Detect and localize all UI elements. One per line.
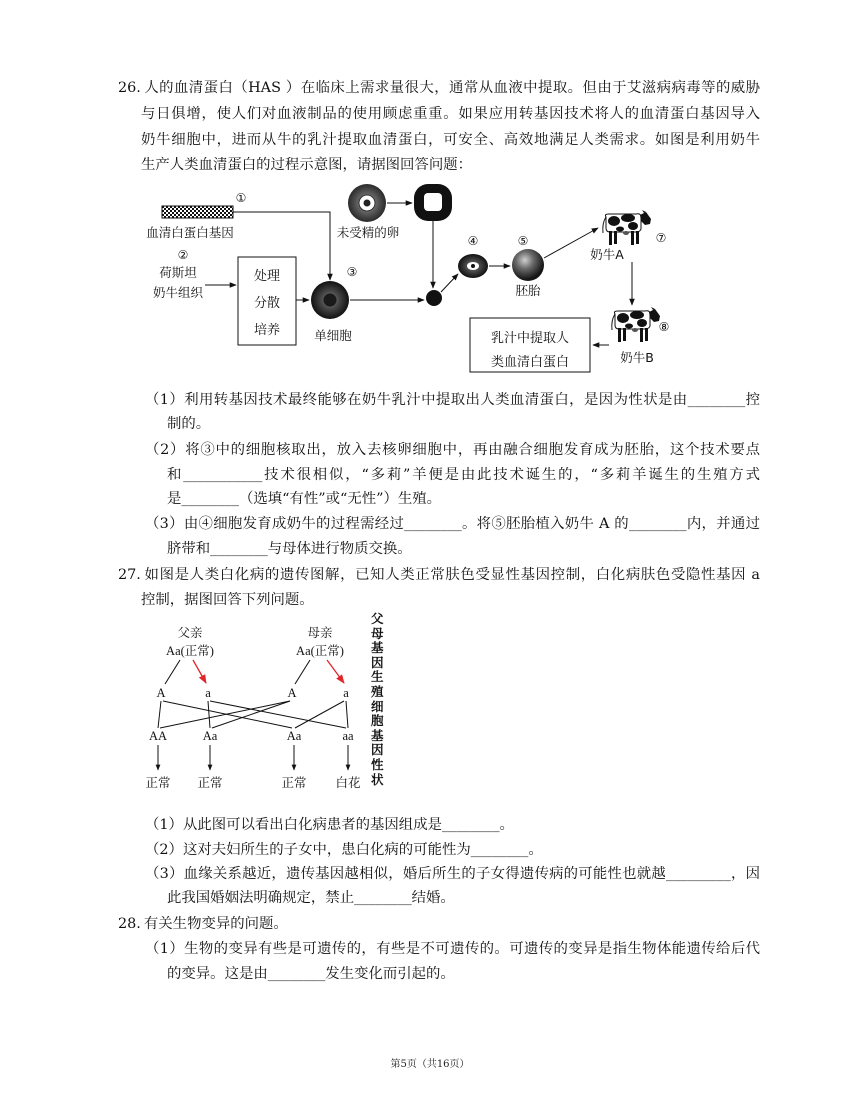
albinism-inheritance-diagram — [0, 605, 860, 800]
father-title: 父亲 — [177, 625, 203, 640]
q26-sub2-line-2: 和___________技术很相似，“多莉”羊便是由此技术诞生的，“多莉羊诞生的生殖方式 — [167, 467, 760, 483]
offspring-trait-1: 正常 — [145, 775, 171, 790]
offspring-trait-3: 正常 — [281, 775, 307, 790]
egg-nucleus — [364, 200, 371, 207]
father-to-gamete-a-arrow — [193, 660, 206, 683]
page-footer: 第5页（共16页） — [390, 1059, 470, 1070]
culture-box-line-1: 处理 — [253, 269, 281, 284]
embryo-label: 胚胎 — [515, 283, 541, 298]
q26-sub1-label: （1） — [145, 392, 185, 408]
embryo — [512, 249, 544, 281]
marker-5: ⑤ — [517, 234, 529, 248]
q27-number: 27. — [118, 567, 141, 583]
q26-sub2-line-1 — [145, 440, 760, 460]
offspring-genotype-3: Aa — [286, 729, 302, 743]
q27-sub1-label: （1） — [145, 817, 183, 833]
q26-sub3-line-1 — [145, 514, 760, 534]
gene-label: 血清白蛋白基因 — [146, 225, 234, 240]
q26-sub3-text: 由④细胞发育成奶牛的过程需经过________。将⑤胚胎植入奶牛 A 的________内，并通过 — [183, 516, 760, 532]
q26-sub1-line-1 — [145, 390, 760, 410]
gamete-mother-A: A — [287, 686, 297, 700]
result-box-line-1: 乳汁中提取人 — [490, 331, 570, 346]
q26-sub1-text: 利用转基因技术最终能够在奶牛乳汁中提取出人类血清蛋白，是因为性状是由________控 — [184, 392, 760, 408]
offspring-genotype-2: Aa — [202, 729, 218, 743]
fused-cell — [426, 290, 442, 306]
single-cell-nucleus — [323, 293, 337, 307]
q26-sub1-line-2: 制的。 — [167, 416, 211, 432]
marker-8: ⑧ — [658, 320, 670, 334]
cross-line — [346, 701, 348, 728]
arrow-gene-to-cell — [233, 212, 330, 280]
developing-cell-nucleus — [471, 264, 475, 268]
culture-box-line-3: 培养 — [253, 323, 281, 338]
q27-sub1-line-1 — [145, 815, 514, 835]
q27-sub2-text: 这对夫妇所生的子女中，患白化病的可能性为________。 — [182, 842, 543, 858]
egg-label: 未受精的卵 — [336, 225, 400, 240]
cross-line — [158, 701, 161, 728]
cow-a-icon — [603, 210, 651, 245]
q27-sub2-label: （2） — [145, 842, 183, 858]
mother-to-gamete-A-line — [295, 660, 310, 684]
gamete-father-A: A — [156, 686, 166, 700]
marker-2: ② — [177, 248, 189, 262]
cross-line — [208, 701, 210, 728]
q28-sub1-line-1 — [145, 939, 760, 959]
q28-text-line: 有关生物变异的问题。 — [143, 916, 288, 932]
q28-sub1-text: 生物的变异有些是可遗传的，有些是不可遗传的。可遗传的变异是指生物体能遗传给后代 — [184, 941, 761, 957]
father-genotype: Aa(正常) — [166, 644, 214, 658]
q26-sub2-line-3: 是________（选填“有性”或“无性”）生殖。 — [167, 491, 442, 507]
q26-line-4: 生产人类血清蛋白的过程示意图，请据图回答问题： — [141, 157, 472, 173]
single-cell-label: 单细胞 — [314, 328, 352, 343]
q27-sub3-label: （3） — [145, 866, 184, 882]
row-label-vertical: 父母基因生殖细胞基因性状 — [371, 611, 384, 787]
q26-number: 26. — [118, 80, 141, 96]
q26-text-line: 人的血清蛋白（HAS ）在临床上需求量很大，通常从血液中提取。但由于艾滋病病毒等的威胁 — [143, 80, 760, 96]
offspring-trait-4: 白花 — [335, 775, 361, 790]
q26-sub3-line-2: 脐带和________与母体进行物质交换。 — [167, 541, 412, 557]
q27-text-line: 如图是人类白化病的遗传图解，已知人类正常肤色受显性基因控制，白化病肤色受隐性基因 a — [143, 567, 760, 583]
q27-sub3-text: 血缘关系越近，遗传基因越相似，婚后所生的子女得遗传病的可能性也就越_________，因 — [183, 866, 761, 882]
cow-b-icon — [612, 307, 660, 342]
q27-sub3-line-1 — [145, 864, 760, 884]
q26-process-diagram — [0, 180, 860, 380]
q26-sub3-label: （3） — [145, 516, 184, 532]
q28-sub1-label: （1） — [145, 941, 185, 957]
enucleated-egg-center — [424, 193, 442, 211]
marker-3: ③ — [346, 265, 358, 279]
q26-sub2-text: 将③中的细胞核取出，放入去核卵细胞中，再由融合细胞发育成为胚胎，这个技术要点 — [185, 442, 760, 458]
cow-b-label: 奶牛B — [620, 350, 654, 365]
marker-1: ① — [235, 191, 247, 205]
marker-4: ④ — [467, 234, 479, 248]
tissue-label-line-2: 奶牛组织 — [152, 285, 204, 300]
arrow-fusion-to-cell-4 — [441, 274, 458, 292]
q27-sub1-text: 从此图可以看出白化病患者的基因组成是________。 — [182, 817, 514, 833]
offspring-trait-2: 正常 — [197, 775, 223, 790]
q26-sub2-label: （2） — [145, 442, 186, 458]
mother-to-gamete-a-arrow — [327, 660, 344, 683]
gamete-father-a: a — [205, 686, 211, 700]
q26-line-3: 奶牛细胞中，进而从牛的乳汁提取血清蛋白，可安全、高效地满足人类需求。如图是利用奶牛 — [141, 132, 760, 148]
marker-7: ⑦ — [655, 231, 667, 245]
mother-genotype: Aa(正常) — [296, 644, 344, 658]
mother-title: 母亲 — [307, 625, 333, 640]
q28-line-1 — [118, 914, 288, 934]
q26-line-2: 与日俱增，使人们对血液制品的使用顾虑重重。如果应用转基因技术将人的血清蛋白基因导入 — [141, 106, 760, 122]
hsa-gene-bar — [162, 206, 233, 218]
offspring-genotype-4: aa — [342, 729, 354, 743]
offspring-genotype-1: AA — [148, 729, 168, 743]
cross-line — [295, 701, 344, 728]
q27-sub3-line-2: 此我国婚姻法明确规定，禁止________结婚。 — [167, 890, 455, 906]
result-box-line-2: 类血清白蛋白 — [490, 355, 570, 370]
q28-number: 28. — [118, 916, 141, 932]
q26-line-1 — [118, 78, 760, 98]
gamete-mother-a: a — [343, 686, 349, 700]
cow-a-label: 奶牛A — [590, 247, 624, 262]
culture-box-line-2: 分散 — [253, 296, 281, 311]
q27-line-2: 控制，据图回答下列问题。 — [141, 592, 314, 608]
q27-line-1 — [118, 565, 760, 585]
q27-sub2-line-1 — [145, 840, 543, 860]
q28-sub1-line-2: 的变异。这是由________发生变化而引起的。 — [167, 966, 455, 982]
father-to-gamete-A-line — [165, 660, 180, 684]
tissue-label-line-1: 荷斯坦 — [159, 265, 197, 280]
